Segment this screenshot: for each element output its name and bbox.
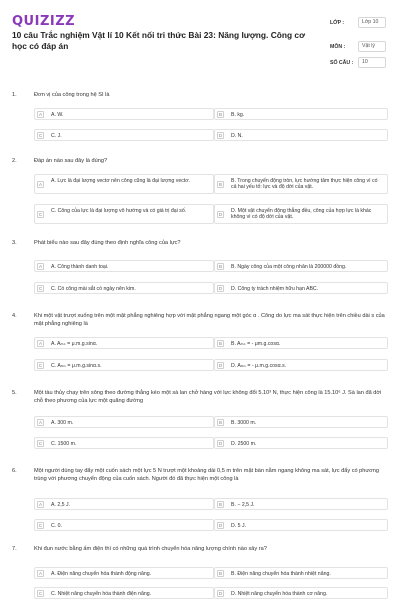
quizizz-logo[interactable]: QUIZIZZ bbox=[12, 14, 76, 29]
option-text: A. Công thành danh toại. bbox=[51, 263, 109, 270]
option-c[interactable] bbox=[34, 204, 214, 224]
option-text: B. Trong chuyển động tròn, lực hướng tâm thực hiện công vì có cả hai yếu tố: lực và độ dời của vật. bbox=[231, 177, 378, 191]
question-text: Khi một vật trượt xuống trên một mặt phẳng nghiêng hợp với mặt phẳng ngang một góc α . Công do lực ma sát thực hiện trên chiều dài s của mặt phẳng nghiêng là bbox=[34, 313, 385, 327]
class-value: Lớp 10 bbox=[358, 17, 386, 28]
option-letter: B bbox=[218, 112, 223, 117]
option-letter: B bbox=[218, 420, 223, 425]
option-letter: C bbox=[38, 133, 43, 138]
question-count-value: 10 bbox=[358, 57, 386, 68]
question-number: 2. bbox=[12, 158, 17, 164]
option-letter: C bbox=[38, 363, 43, 368]
question-text: Đáp án nào sau đây là đúng? bbox=[34, 158, 108, 164]
option-letter: B bbox=[218, 502, 223, 507]
question-text: Một người dùng tay đẩy một cuốn sách một lực 5 N trượt một khoảng dài 0,5 m trên mặt bàn nằm ngang không ma sát, lực đẩy có phương trùng với phương chuyển động của cuốn sách. Người đó đã thực hiện một công là bbox=[34, 468, 380, 482]
option-text: C. Có công mài sắt có ngày nên kim. bbox=[51, 285, 136, 292]
option-letter: A bbox=[38, 420, 43, 425]
option-letter: C bbox=[38, 441, 43, 446]
option-b[interactable] bbox=[214, 498, 388, 510]
option-letter: A bbox=[38, 182, 43, 187]
option-letter: A bbox=[38, 502, 43, 507]
option-text: C. J. bbox=[51, 132, 62, 139]
option-c[interactable] bbox=[34, 359, 214, 371]
question-number: 3. bbox=[12, 240, 17, 246]
option-text: C. 1500 m. bbox=[51, 440, 77, 447]
option-a[interactable] bbox=[34, 260, 214, 272]
option-d[interactable] bbox=[214, 437, 388, 449]
option-text: D. Một vật chuyển động thẳng đều, công của hợp lực là khác không vì có độ dời của vật. bbox=[231, 207, 372, 221]
option-text: D. Công ty trách nhiệm hữu hạn ABC. bbox=[231, 285, 319, 292]
question-text: Phát biểu nào sau đây đúng theo định nghĩa công của lực? bbox=[34, 240, 181, 246]
question-text: Một tàu thủy chạy trên sông theo đường thẳng kéo một sà lan chở hàng với lực không đổi 5.10³ N, thực hiện công là 15.10⁶ J. Sà lan đã dời chỗ theo phương của lực một quãng đường bbox=[34, 390, 382, 404]
option-b[interactable] bbox=[214, 337, 388, 349]
option-text: C. 0. bbox=[51, 522, 62, 529]
option-text: B. Điện năng chuyển hóa thành nhiệt năng. bbox=[231, 570, 331, 577]
option-letter: B bbox=[218, 182, 223, 187]
option-d[interactable] bbox=[214, 129, 388, 141]
option-text: D. Aₘₛ = - μ.m.g.cosα.s. bbox=[231, 362, 287, 369]
option-letter: D bbox=[218, 441, 223, 446]
option-letter: A bbox=[38, 112, 43, 117]
option-text: A. 2,5 J. bbox=[51, 501, 71, 508]
option-a[interactable] bbox=[34, 567, 214, 579]
worksheet-header bbox=[0, 0, 400, 88]
question-text: Đơn vị của công trong hệ SI là bbox=[34, 92, 110, 98]
option-text: C. Công của lực là đại lượng vô hướng và có giá trị đại số. bbox=[51, 207, 187, 214]
option-text: B. kg. bbox=[231, 111, 245, 118]
option-letter: D bbox=[218, 212, 223, 217]
option-text: B. Aₘₛ = - μm.g.cosα. bbox=[231, 340, 281, 347]
option-letter: C bbox=[38, 286, 43, 291]
option-d[interactable] bbox=[214, 359, 388, 371]
option-b[interactable] bbox=[214, 416, 388, 428]
option-text: D. 2500 m. bbox=[231, 440, 257, 447]
option-text: D. N. bbox=[231, 132, 243, 139]
class-label: LỚP : bbox=[330, 20, 345, 26]
option-d[interactable] bbox=[214, 587, 388, 599]
worksheet-title: 10 câu Trắc nghiệm Vật lí 10 Kết nối tri thức Bài 23: Năng lượng. Công cơ học có đáp án bbox=[12, 30, 306, 51]
option-letter: D bbox=[218, 286, 223, 291]
question-number: 4. bbox=[12, 313, 17, 319]
option-d[interactable] bbox=[214, 204, 388, 224]
option-text: A. Điện năng chuyển hóa thành động năng. bbox=[51, 570, 152, 577]
option-letter: C bbox=[38, 212, 43, 217]
question-number: 7. bbox=[12, 546, 17, 552]
option-letter: C bbox=[38, 523, 43, 528]
option-text: C. Nhiệt năng chuyển hóa thành điện năng. bbox=[51, 590, 152, 597]
option-letter: B bbox=[218, 341, 223, 346]
option-c[interactable] bbox=[34, 437, 214, 449]
option-b[interactable] bbox=[214, 108, 388, 120]
option-text: C. Aₘₛ = μ.m.g.sinα.s. bbox=[51, 362, 102, 369]
option-a[interactable] bbox=[34, 108, 214, 120]
option-letter: D bbox=[218, 133, 223, 138]
option-text: A. 300 m. bbox=[51, 419, 74, 426]
option-c[interactable] bbox=[34, 587, 214, 599]
option-letter: D bbox=[218, 523, 223, 528]
option-text: A. Lực là đại lượng vectơ nên công cũng là đại lượng vectơ. bbox=[51, 177, 191, 184]
option-text: B. − 2,5 J. bbox=[231, 501, 255, 508]
question-count-label: SỐ CÂU : bbox=[330, 60, 354, 66]
option-letter: A bbox=[38, 571, 43, 576]
subject-label: MÔN : bbox=[330, 44, 346, 50]
subject-value: Vật lý bbox=[358, 41, 386, 52]
option-b[interactable] bbox=[214, 174, 388, 194]
option-letter: B bbox=[218, 264, 223, 269]
option-text: D. Nhiệt năng chuyển hóa thành cơ năng. bbox=[231, 590, 328, 597]
option-text: B. Ngày công của một công nhân là 200000 đồng. bbox=[231, 263, 347, 270]
question-text: Khi đun nước bằng ấm điện thì có những quá trình chuyển hóa năng lượng chính nào xảy ra? bbox=[34, 546, 267, 552]
option-letter: A bbox=[38, 264, 43, 269]
option-a[interactable] bbox=[34, 337, 214, 349]
question-number: 5. bbox=[12, 390, 17, 396]
option-text: A. W. bbox=[51, 111, 64, 118]
option-letter: D bbox=[218, 591, 223, 596]
option-text: A. Aₘₛ = μ.m.g.sinα. bbox=[51, 340, 98, 347]
option-b[interactable] bbox=[214, 567, 388, 579]
option-a[interactable] bbox=[34, 498, 214, 510]
question-number: 1. bbox=[12, 92, 17, 98]
option-letter: A bbox=[38, 341, 43, 346]
option-c[interactable] bbox=[34, 129, 214, 141]
option-letter: C bbox=[38, 591, 43, 596]
option-letter: B bbox=[218, 571, 223, 576]
option-a[interactable] bbox=[34, 416, 214, 428]
option-text: B. 3000 m. bbox=[231, 419, 257, 426]
option-c[interactable] bbox=[34, 282, 214, 294]
option-d[interactable] bbox=[214, 519, 388, 531]
option-b[interactable] bbox=[214, 260, 388, 272]
option-c[interactable] bbox=[34, 519, 214, 531]
question-number: 6. bbox=[12, 468, 17, 474]
option-d[interactable] bbox=[214, 282, 388, 294]
option-letter: D bbox=[218, 363, 223, 368]
option-a[interactable] bbox=[34, 174, 214, 194]
option-text: D. 5 J. bbox=[231, 522, 246, 529]
